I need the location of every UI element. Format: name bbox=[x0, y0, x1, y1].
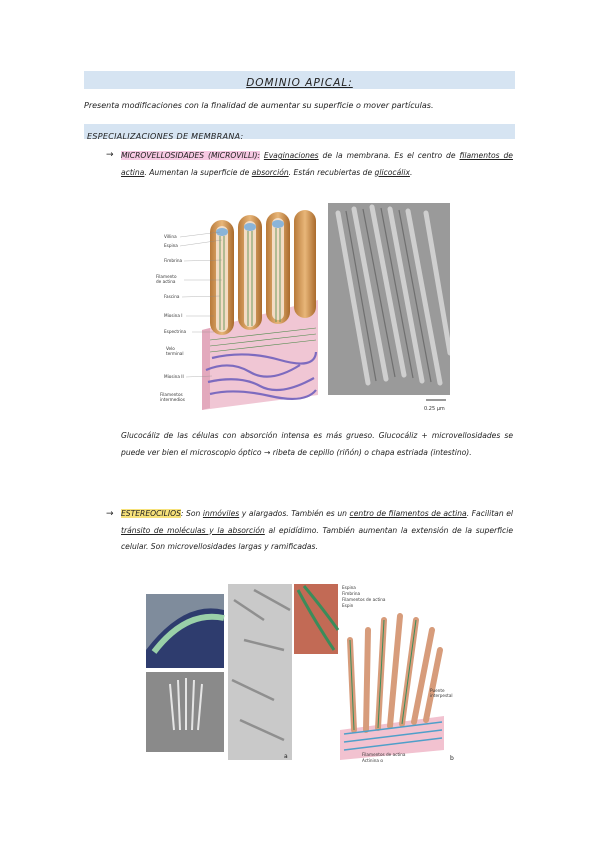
stereocilia-figure bbox=[144, 580, 464, 765]
label-miosina-ii: Miosina II bbox=[164, 374, 184, 379]
label-s-fimbrina: Fimbrina bbox=[342, 591, 361, 596]
label-espina: Espina bbox=[164, 243, 178, 248]
stereo-text-6: tránsito de moléculas y la absorción bbox=[121, 525, 265, 535]
micro-text-4: . Aumentan la superficie de bbox=[144, 167, 252, 177]
microvilli-diagram bbox=[150, 200, 322, 412]
micro-text-2: de la membrana. Es el centro de bbox=[318, 151, 460, 160]
label-intermedios: intermedios bbox=[160, 397, 185, 402]
label-espectrina: Espectrina bbox=[164, 329, 187, 334]
intro-text: Presenta modificaciones con la finalidad de aumentar su superficie o mover partículas. bbox=[84, 101, 434, 110]
label-fimbrina: Fimbrina bbox=[164, 258, 183, 263]
label-terminal: terminal bbox=[166, 351, 184, 356]
micro-text-1: Evaginaciones bbox=[263, 151, 319, 160]
microvilli-micrograph bbox=[328, 203, 450, 413]
label-filamento: Filamento bbox=[156, 274, 177, 279]
stereocilia-paragraph bbox=[121, 506, 513, 556]
microvilli-term: MICROVELLOSIDADES (MICROVILLI): bbox=[121, 151, 260, 160]
label-s-puente: Puente bbox=[430, 688, 445, 693]
panel-a-label: a bbox=[284, 753, 288, 760]
label-s-espin: Espin bbox=[342, 603, 354, 608]
section-heading: ESPECIALIZACIONES DE MEMBRANA: bbox=[87, 132, 244, 141]
stereo-text-2: inmóviles bbox=[202, 509, 240, 518]
panel-b-label: b bbox=[450, 755, 454, 762]
stereo-text-5: . Facilitan el bbox=[466, 509, 514, 518]
section-heading-band bbox=[84, 124, 515, 139]
stereo-text-7: al epidídimo. También aumentan la extensión de la superficie celular. Son microvellosidades largas y ramificadas. bbox=[121, 525, 513, 551]
micro-text-3: filamentos de actina bbox=[121, 151, 513, 177]
label-de-actina: de actina bbox=[156, 279, 176, 284]
label-miosina-i: Miosina I bbox=[164, 313, 183, 318]
label-s-filamentos-2: Filamentos de actina bbox=[362, 752, 406, 757]
micro-text-7: glicocálix bbox=[374, 167, 410, 177]
page-title-band bbox=[84, 71, 515, 89]
label-s-interpestal: interpestal bbox=[430, 693, 453, 698]
label-s-filamentos: Filamentos de actina bbox=[342, 597, 386, 602]
label-villina: Villina bbox=[164, 234, 177, 239]
bullet-arrow-icon-2: → bbox=[106, 509, 114, 519]
label-filamentos: Filamentos bbox=[160, 392, 183, 397]
glycocalyx-note: Glucocáliz de las células con absorción intensa es más grueso. Glucocáliz + microvellosidades se puede ver bien el microscopio óptico → ribeta de cepillo (riñón) o chapa estriada (intestino). bbox=[121, 431, 513, 457]
page-title: DOMINIO APICAL: bbox=[246, 77, 353, 89]
stereo-text-4: centro de filamentos de actina bbox=[349, 509, 467, 518]
stereocilia-term: ESTEREOCILIOS bbox=[121, 509, 181, 518]
micro-text-8: . bbox=[409, 167, 413, 177]
bullet-arrow-icon: → bbox=[106, 150, 114, 160]
micro-text-5: absorción bbox=[251, 167, 289, 177]
scale-bar-label: 0.25 µm bbox=[424, 406, 445, 412]
label-s-actinina: Actinina α bbox=[362, 758, 384, 763]
label-fascina: Fascina bbox=[164, 294, 180, 299]
label-velo: Velo bbox=[166, 346, 175, 351]
microvilli-paragraph bbox=[121, 148, 513, 181]
stereo-text-1: : Son bbox=[180, 509, 203, 518]
stereo-text-3: y alargados. También es un bbox=[239, 509, 350, 518]
micro-text-6: . Están recubiertas de bbox=[288, 167, 375, 177]
microvilli-labels bbox=[156, 234, 187, 402]
label-s-espina: Espina bbox=[342, 585, 356, 590]
